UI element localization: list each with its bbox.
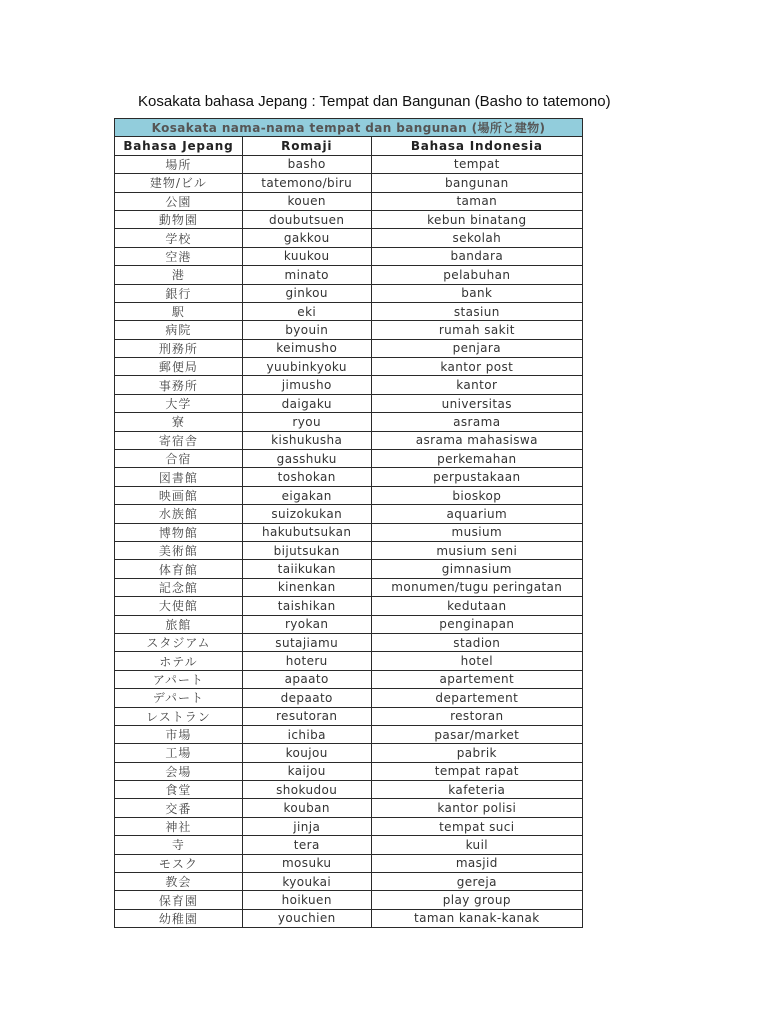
cell-indonesian: bank (371, 284, 582, 302)
cell-romaji: ryou (242, 413, 371, 431)
cell-indonesian: stadion (371, 633, 582, 651)
cell-indonesian: hotel (371, 652, 582, 670)
cell-japanese: 空港 (115, 247, 243, 265)
table-caption-row (115, 119, 583, 137)
table-row (115, 468, 583, 486)
cell-indonesian: pelabuhan (371, 266, 582, 284)
cell-japanese: 事務所 (115, 376, 243, 394)
table-row (115, 799, 583, 817)
cell-indonesian: gereja (371, 873, 582, 891)
cell-japanese: 合宿 (115, 450, 243, 468)
cell-indonesian: kebun binatang (371, 210, 582, 228)
table-row (115, 247, 583, 265)
cell-japanese: 刑務所 (115, 339, 243, 357)
cell-romaji: tatemono/biru (242, 174, 371, 192)
cell-romaji: yuubinkyoku (242, 358, 371, 376)
cell-japanese: 大学 (115, 394, 243, 412)
cell-romaji: taishikan (242, 597, 371, 615)
table-row (115, 174, 583, 192)
cell-indonesian: kuil (371, 836, 582, 854)
cell-romaji: hoikuen (242, 891, 371, 909)
cell-romaji: kinenkan (242, 578, 371, 596)
cell-romaji: gasshuku (242, 450, 371, 468)
cell-indonesian: stasiun (371, 302, 582, 320)
table-row (115, 578, 583, 596)
cell-indonesian: masjid (371, 854, 582, 872)
table-row (115, 725, 583, 743)
cell-japanese: 旅館 (115, 615, 243, 633)
cell-japanese: 記念館 (115, 578, 243, 596)
cell-romaji: resutoran (242, 707, 371, 725)
table-row (115, 155, 583, 173)
cell-romaji: kishukusha (242, 431, 371, 449)
cell-indonesian: play group (371, 891, 582, 909)
cell-japanese: 港 (115, 266, 243, 284)
cell-indonesian: aquarium (371, 505, 582, 523)
cell-indonesian: penjara (371, 339, 582, 357)
table-row (115, 817, 583, 835)
cell-japanese: 建物/ビル (115, 174, 243, 192)
cell-japanese: 水族館 (115, 505, 243, 523)
cell-indonesian: musium seni (371, 541, 582, 559)
header-japanese: Bahasa Jepang (115, 137, 243, 155)
cell-japanese: 映画館 (115, 486, 243, 504)
cell-japanese: 幼稚園 (115, 909, 243, 927)
cell-indonesian: kedutaan (371, 597, 582, 615)
cell-indonesian: pabrik (371, 744, 582, 762)
cell-indonesian: kantor (371, 376, 582, 394)
cell-japanese: 郵便局 (115, 358, 243, 376)
table-row (115, 394, 583, 412)
table-header-row (115, 137, 583, 155)
cell-indonesian: kantor polisi (371, 799, 582, 817)
cell-indonesian: departement (371, 689, 582, 707)
cell-japanese: デパート (115, 689, 243, 707)
table-row (115, 689, 583, 707)
cell-indonesian: taman kanak-kanak (371, 909, 582, 927)
cell-romaji: byouin (242, 321, 371, 339)
table-row (115, 284, 583, 302)
cell-japanese: 会場 (115, 762, 243, 780)
table-row (115, 707, 583, 725)
table-row (115, 210, 583, 228)
cell-romaji: ichiba (242, 725, 371, 743)
table-row (115, 836, 583, 854)
cell-japanese: 工場 (115, 744, 243, 762)
cell-romaji: apaato (242, 670, 371, 688)
cell-japanese: 神社 (115, 817, 243, 835)
cell-romaji: keimusho (242, 339, 371, 357)
table-row (115, 339, 583, 357)
table-row (115, 744, 583, 762)
cell-indonesian: pasar/market (371, 725, 582, 743)
cell-japanese: 交番 (115, 799, 243, 817)
cell-indonesian: kantor post (371, 358, 582, 376)
cell-romaji: shokudou (242, 781, 371, 799)
cell-romaji: taiikukan (242, 560, 371, 578)
cell-romaji: doubutsuen (242, 210, 371, 228)
table-row (115, 652, 583, 670)
table-row (115, 266, 583, 284)
cell-romaji: youchien (242, 909, 371, 927)
header-romaji: Romaji (242, 137, 371, 155)
table-row (115, 431, 583, 449)
cell-japanese: モスク (115, 854, 243, 872)
cell-indonesian: apartement (371, 670, 582, 688)
table-row (115, 358, 583, 376)
cell-japanese: 美術館 (115, 541, 243, 559)
table-row (115, 615, 583, 633)
cell-indonesian: restoran (371, 707, 582, 725)
cell-japanese: アパート (115, 670, 243, 688)
cell-indonesian: asrama (371, 413, 582, 431)
cell-japanese: 場所 (115, 155, 243, 173)
table-row (115, 854, 583, 872)
cell-indonesian: taman (371, 192, 582, 210)
page-title: Kosakata bahasa Jepang : Tempat dan Bangunan (Basho to tatemono) (138, 93, 611, 110)
cell-romaji: kuukou (242, 247, 371, 265)
cell-romaji: jimusho (242, 376, 371, 394)
table-row (115, 633, 583, 651)
cell-romaji: toshokan (242, 468, 371, 486)
cell-romaji: mosuku (242, 854, 371, 872)
cell-romaji: eki (242, 302, 371, 320)
cell-romaji: koujou (242, 744, 371, 762)
table-row (115, 505, 583, 523)
cell-romaji: minato (242, 266, 371, 284)
cell-japanese: ホテル (115, 652, 243, 670)
table-row (115, 302, 583, 320)
table-row (115, 909, 583, 927)
table-row (115, 541, 583, 559)
cell-japanese: スタジアム (115, 633, 243, 651)
cell-indonesian: asrama mahasiswa (371, 431, 582, 449)
cell-romaji: sutajiamu (242, 633, 371, 651)
cell-japanese: 学校 (115, 229, 243, 247)
cell-romaji: eigakan (242, 486, 371, 504)
table-row (115, 321, 583, 339)
table-row (115, 192, 583, 210)
table-caption: Kosakata nama-nama tempat dan bangunan (場所と建物) (115, 119, 583, 137)
table-row (115, 873, 583, 891)
cell-japanese: 博物館 (115, 523, 243, 541)
cell-romaji: kyoukai (242, 873, 371, 891)
cell-indonesian: tempat (371, 155, 582, 173)
cell-indonesian: tempat suci (371, 817, 582, 835)
cell-romaji: hoteru (242, 652, 371, 670)
cell-japanese: 銀行 (115, 284, 243, 302)
cell-romaji: kaijou (242, 762, 371, 780)
cell-romaji: gakkou (242, 229, 371, 247)
cell-indonesian: sekolah (371, 229, 582, 247)
cell-japanese: 体育館 (115, 560, 243, 578)
cell-indonesian: perpustakaan (371, 468, 582, 486)
cell-japanese: レストラン (115, 707, 243, 725)
cell-japanese: 駅 (115, 302, 243, 320)
cell-japanese: 教会 (115, 873, 243, 891)
header-indonesian: Bahasa Indonesia (371, 137, 582, 155)
table-row (115, 781, 583, 799)
cell-romaji: kouen (242, 192, 371, 210)
cell-japanese: 寄宿舎 (115, 431, 243, 449)
cell-indonesian: rumah sakit (371, 321, 582, 339)
cell-romaji: suizokukan (242, 505, 371, 523)
vocabulary-table (114, 118, 583, 928)
cell-romaji: ginkou (242, 284, 371, 302)
cell-indonesian: gimnasium (371, 560, 582, 578)
cell-japanese: 寮 (115, 413, 243, 431)
cell-japanese: 保育園 (115, 891, 243, 909)
cell-indonesian: kafeteria (371, 781, 582, 799)
cell-romaji: jinja (242, 817, 371, 835)
cell-romaji: daigaku (242, 394, 371, 412)
cell-indonesian: penginapan (371, 615, 582, 633)
cell-indonesian: tempat rapat (371, 762, 582, 780)
table-row (115, 670, 583, 688)
table-body (115, 155, 583, 927)
table-row (115, 523, 583, 541)
cell-japanese: 動物園 (115, 210, 243, 228)
cell-indonesian: monumen/tugu peringatan (371, 578, 582, 596)
cell-romaji: basho (242, 155, 371, 173)
cell-japanese: 食堂 (115, 781, 243, 799)
table-row (115, 376, 583, 394)
table-row (115, 597, 583, 615)
table-row (115, 229, 583, 247)
cell-japanese: 公園 (115, 192, 243, 210)
cell-indonesian: universitas (371, 394, 582, 412)
cell-indonesian: bandara (371, 247, 582, 265)
table-row (115, 891, 583, 909)
table-row (115, 486, 583, 504)
cell-romaji: tera (242, 836, 371, 854)
cell-romaji: kouban (242, 799, 371, 817)
cell-japanese: 寺 (115, 836, 243, 854)
cell-indonesian: bangunan (371, 174, 582, 192)
cell-japanese: 図書館 (115, 468, 243, 486)
table-row (115, 560, 583, 578)
cell-indonesian: perkemahan (371, 450, 582, 468)
table-row (115, 450, 583, 468)
cell-indonesian: musium (371, 523, 582, 541)
cell-japanese: 市場 (115, 725, 243, 743)
cell-romaji: ryokan (242, 615, 371, 633)
cell-romaji: hakubutsukan (242, 523, 371, 541)
cell-indonesian: bioskop (371, 486, 582, 504)
cell-japanese: 大使館 (115, 597, 243, 615)
cell-romaji: bijutsukan (242, 541, 371, 559)
table-row (115, 762, 583, 780)
table-row (115, 413, 583, 431)
cell-romaji: depaato (242, 689, 371, 707)
cell-japanese: 病院 (115, 321, 243, 339)
